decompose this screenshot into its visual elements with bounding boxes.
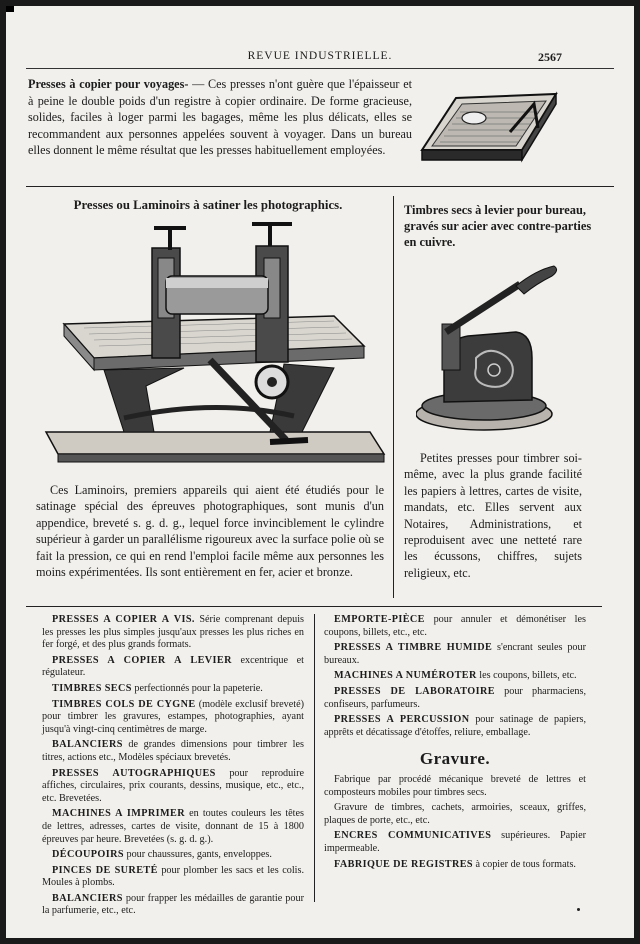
catalog-entry: BALANCIERS de grandes dimensions pour timbrer les titres, actions etc., Modèles spéciaux brevetés. bbox=[42, 739, 304, 763]
scan-corner-mark bbox=[6, 6, 14, 12]
catalog-entry: EMPORTE-PIÈCE pour annuler et démonétiser les coupons, billets, etc., etc. bbox=[324, 614, 586, 638]
column-divider bbox=[393, 196, 394, 598]
catalog-entry: PRESSES A COPIER A LEVIER excentrique et régulateur. bbox=[42, 654, 304, 679]
catalog-entry: PRESSES A COPIER A VIS. Série comprenant depuis les presses les plus simples jusqu'aux presses les plus riches en fer forgé, et des plus grands formats. bbox=[42, 614, 304, 651]
catalog-entry: DÉCOUPOIRS pour chaussures, gants, enveloppes. bbox=[52, 849, 272, 861]
seal-press-illustration bbox=[416, 262, 566, 434]
catalog-entry: TIMBRES SECS perfectionnés pour la papeterie. bbox=[52, 682, 263, 694]
gravure-heading: Gravure. bbox=[419, 749, 491, 769]
catalog-entry: MACHINES A IMPRIMER en toutes couleurs les têtes de lettres, adresses, cartes de visite, donnant de 15 à 1800 épreuves par heure. Brevetées (s. g. d. g.). bbox=[42, 808, 304, 845]
header-rule bbox=[26, 68, 614, 69]
voyage-paragraph bbox=[28, 76, 412, 159]
catalog-entry: PRESSES DE LABORATOIRE pour pharmaciens, confiseurs, parfumeurs. bbox=[324, 685, 586, 710]
catalog-entry: PRESSES A TIMBRE HUMIDE s'encrant seules pour bureaux. bbox=[324, 642, 586, 666]
catalog-column-divider bbox=[314, 614, 315, 902]
catalog-entry: TIMBRES COLS DE CYGNE (modèle exclusif breveté) pour timbrer les gravures, estampes, photographies, ayant jusqu'à vingt-cinq centimètres de marge. bbox=[42, 698, 305, 735]
catalog-entry: PRESSES A PERCUSSION pour satinage de papiers, apprêts et décatissage d'étoffes, reliure, emballage. bbox=[324, 714, 586, 738]
catalog-rule bbox=[26, 606, 602, 607]
voyage-body: — Ces presses n'ont guère que l'épaisseur et à peine le double poids d'un registre à copier ordinaire. De forme gracieuse, solides, faciles à loger parmi les bagages, même les plus délicats, elles se recommandent aux personnes appelées souvent à voyager. Dans un bureau elles donnent le même résultat que les presses habituellement employées. bbox=[28, 77, 413, 157]
laminoirs-title: Presses ou Laminoirs à satiner les photographics. bbox=[73, 198, 343, 212]
page bbox=[6, 6, 634, 938]
catalog-entry: PRESSES AUTOGRAPHIQUES pour reproduire affiches, circulaires, prix courants, dessins, musique, etc., etc., etc. Brevetées. bbox=[42, 767, 304, 804]
running-title: REVUE INDUSTRIELLE. bbox=[247, 50, 393, 62]
catalog-entry: MACHINES A NUMÉROTER les coupons, billets, etc. bbox=[334, 670, 577, 682]
ink-speck bbox=[577, 908, 580, 911]
catalog-left-column bbox=[42, 614, 304, 921]
voyage-title: Presses à copier pour voyages- bbox=[28, 77, 189, 91]
timbres-title: Timbres secs à levier pour bureau, gravés sur acier avec contre-parties en cuivre. bbox=[404, 203, 592, 249]
gravure-entry: ENCRES COMMUNICATIVES supérieures. Papier impermeable. bbox=[324, 830, 586, 854]
catalog-entry: PINCES DE SURETÉ pour plomber les sacs et les colis. Moules à plombs. bbox=[42, 864, 304, 889]
copy-press-illustration bbox=[418, 88, 558, 172]
catalog-right-column bbox=[324, 614, 586, 874]
gravure-entry: Gravure de timbres, cachets, armoiries, sceaux, griffes, plaques de porte, etc., etc. bbox=[324, 802, 586, 826]
timbres-body: Petites presses pour timbrer soi-même, avec la plus grande facilité les papiers à lettres, cartes de visite, mandats, etc. Elles servent aux Notaires, Administrations, et reproduisent avec une netteté rare les écussons, chiffres, sujets religieux, etc. bbox=[404, 451, 582, 580]
laminoir-illustration bbox=[34, 218, 390, 476]
catalog-entry: BALANCIERS pour frapper les médailles de garantie pour la parfumerie, etc., etc. bbox=[42, 892, 304, 917]
section-rule bbox=[26, 186, 614, 187]
gravure-entry: Fabrique par procédé mécanique breveté de lettres et composteurs mobiles pour timbres secs. bbox=[324, 773, 586, 798]
gravure-entry: FABRIQUE DE REGISTRES à copier de tous formats. bbox=[334, 858, 576, 870]
laminoirs-body: Ces Laminoirs, premiers appareils qui aient été étudiés pour le satinage spécial des épreuves photographiques, sont munis d'un appendice, breveté s. g. d. g., lequel force invinciblement le cylindre supérieur à garder un parallélisme rigoureux avec la surface polie où se fait la pression, ce qui en rend l'emploi facile même aux personnes les moins expérimentées. Ils sont entièrement en fer, acier et bronze. bbox=[36, 483, 384, 580]
page-number: 2567 bbox=[538, 50, 562, 64]
